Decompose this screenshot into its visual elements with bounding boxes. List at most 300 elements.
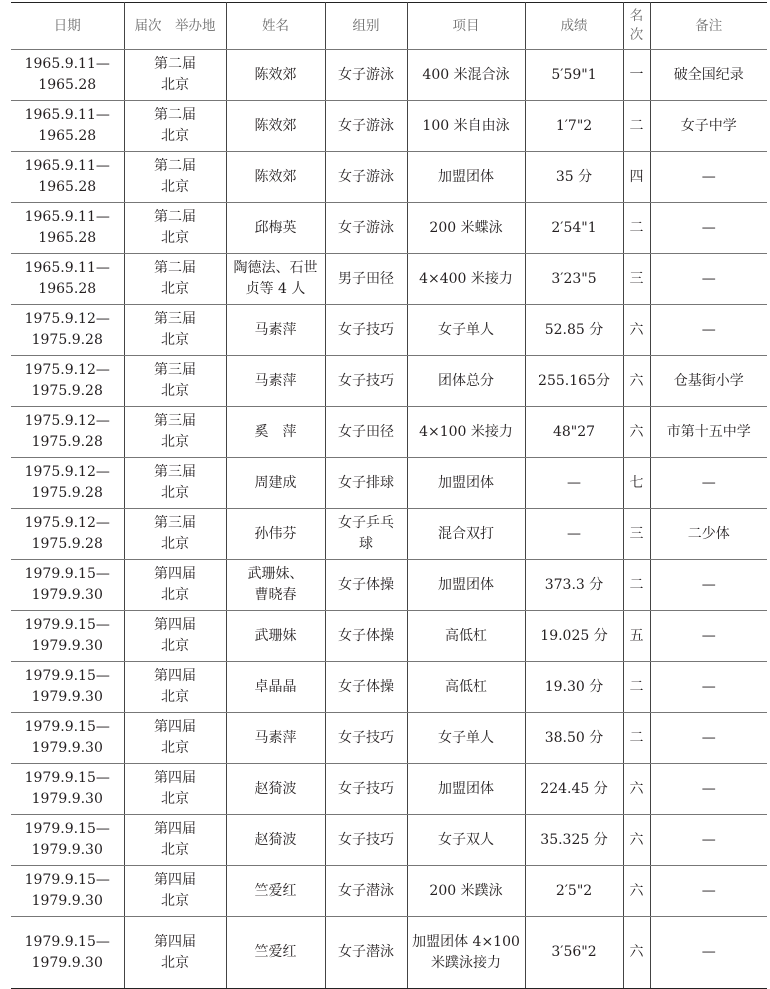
header-edition-venue: 届次 举办地 bbox=[124, 3, 226, 50]
event-cell bbox=[407, 254, 525, 305]
table-row bbox=[11, 203, 767, 254]
rank-cell bbox=[623, 254, 650, 305]
date-cell-line: 1979.9.15— bbox=[24, 668, 110, 684]
remark-cell bbox=[650, 305, 767, 356]
remark-cell-line: 破全国纪录 bbox=[673, 66, 744, 83]
name-cell bbox=[226, 101, 325, 152]
event-cell bbox=[407, 509, 525, 560]
date-cell-line: 1975.9.12— bbox=[24, 311, 110, 327]
edition-venue-cell-line: 第二届 bbox=[154, 107, 196, 123]
edition-venue-cell-line: 北京 bbox=[161, 954, 189, 971]
name-cell bbox=[226, 611, 325, 662]
name-cell bbox=[226, 152, 325, 203]
remark-cell bbox=[650, 356, 767, 407]
event-cell bbox=[407, 356, 525, 407]
name-cell bbox=[226, 356, 325, 407]
event-cell bbox=[407, 152, 525, 203]
remark-cell-line: — bbox=[701, 627, 716, 644]
date-cell bbox=[11, 407, 124, 458]
group-cell-line: 女子体操 bbox=[338, 627, 394, 644]
group-cell bbox=[325, 764, 407, 815]
header-group: 组别 bbox=[325, 3, 407, 50]
group-cell-line: 女子潜泳 bbox=[338, 944, 394, 960]
name-cell-line: 马素萍 bbox=[254, 372, 297, 389]
date-cell-line: 1975.9.12— bbox=[24, 413, 110, 429]
remark-cell bbox=[650, 866, 767, 917]
date-cell-line: 1979.9.30 bbox=[31, 689, 103, 705]
results-table bbox=[11, 2, 767, 989]
group-cell-line: 女子体操 bbox=[338, 576, 394, 593]
event-cell-line: 加盟团体 bbox=[438, 474, 494, 491]
edition-venue-cell-line: 北京 bbox=[161, 791, 189, 807]
edition-venue-cell-line: 第三届 bbox=[154, 515, 196, 531]
edition-venue-cell-line: 第三届 bbox=[154, 413, 196, 429]
edition-venue-cell bbox=[124, 662, 226, 713]
event-cell-line: 加盟团体 bbox=[438, 168, 494, 185]
name-cell bbox=[226, 203, 325, 254]
group-cell bbox=[325, 509, 407, 560]
rank-cell-line: 六 bbox=[629, 423, 644, 440]
event-cell bbox=[407, 866, 525, 917]
date-cell bbox=[11, 152, 124, 203]
remark-cell-line: — bbox=[701, 831, 716, 848]
rank-cell bbox=[623, 50, 650, 101]
score-cell bbox=[525, 866, 623, 917]
remark-cell bbox=[650, 203, 767, 254]
edition-venue-cell-line: 第四届 bbox=[154, 770, 196, 786]
name-cell bbox=[226, 662, 325, 713]
remark-cell bbox=[650, 815, 767, 866]
group-cell-line: 女子体操 bbox=[338, 678, 394, 695]
edition-venue-cell-line: 第二届 bbox=[154, 56, 196, 72]
remark-cell-line: — bbox=[701, 678, 716, 695]
rank-cell bbox=[623, 152, 650, 203]
remark-cell bbox=[650, 713, 767, 764]
edition-venue-cell bbox=[124, 407, 226, 458]
edition-venue-cell-line: 北京 bbox=[161, 230, 189, 246]
event-cell-line: 4×100 米接力 bbox=[419, 423, 513, 440]
score-cell-line: 35 分 bbox=[555, 168, 593, 185]
table-row bbox=[11, 917, 767, 989]
name-cell-line: 孙伟芬 bbox=[254, 525, 297, 542]
group-cell bbox=[325, 458, 407, 509]
group-cell bbox=[325, 662, 407, 713]
rank-cell bbox=[623, 713, 650, 764]
event-cell-line: 4×400 米接力 bbox=[419, 270, 513, 287]
date-cell-line: 1975.9.12— bbox=[24, 515, 110, 531]
name-cell-line: 贞等 4 人 bbox=[245, 281, 306, 297]
edition-venue-cell bbox=[124, 356, 226, 407]
name-cell-line: 周建成 bbox=[254, 474, 297, 491]
rank-cell-line: 六 bbox=[629, 780, 644, 797]
group-cell bbox=[325, 815, 407, 866]
rank-cell bbox=[623, 203, 650, 254]
event-cell-line: 高低杠 bbox=[445, 627, 487, 644]
event-cell bbox=[407, 458, 525, 509]
name-cell bbox=[226, 254, 325, 305]
rank-cell-line: 七 bbox=[629, 474, 644, 491]
edition-venue-cell-line: 第四届 bbox=[154, 872, 196, 888]
date-cell-line: 1975.9.28 bbox=[31, 434, 103, 450]
rank-cell bbox=[623, 356, 650, 407]
event-cell bbox=[407, 101, 525, 152]
date-cell-line: 1965.9.11— bbox=[24, 158, 110, 174]
edition-venue-cell-line: 第四届 bbox=[154, 566, 196, 582]
remark-cell-line: 市第十五中学 bbox=[666, 423, 751, 440]
edition-venue-cell-line: 北京 bbox=[161, 434, 189, 450]
event-cell-line: 400 米混合泳 bbox=[422, 66, 510, 83]
score-cell-line: 48"27 bbox=[552, 423, 596, 440]
rank-cell-line: 六 bbox=[629, 372, 644, 389]
score-cell bbox=[525, 152, 623, 203]
event-cell-line: 200 米蹼泳 bbox=[429, 882, 503, 899]
remark-cell-line: — bbox=[701, 882, 716, 899]
table-row bbox=[11, 101, 767, 152]
remark-cell bbox=[650, 458, 767, 509]
remark-cell-line: — bbox=[701, 474, 716, 491]
edition-venue-cell bbox=[124, 203, 226, 254]
score-cell bbox=[525, 203, 623, 254]
name-cell-line: 陈效郊 bbox=[254, 168, 297, 185]
name-cell bbox=[226, 917, 325, 989]
date-cell-line: 1979.9.15— bbox=[24, 821, 110, 837]
event-cell bbox=[407, 560, 525, 611]
edition-venue-cell-line: 北京 bbox=[161, 383, 189, 399]
group-cell-line: 男子田径 bbox=[338, 270, 394, 287]
edition-venue-cell bbox=[124, 458, 226, 509]
date-cell-line: 1979.9.30 bbox=[31, 842, 103, 858]
score-cell bbox=[525, 662, 623, 713]
remark-cell-line: — bbox=[701, 576, 716, 593]
name-cell bbox=[226, 866, 325, 917]
date-cell-line: 1975.9.28 bbox=[31, 536, 103, 552]
header-score: 成绩 bbox=[525, 3, 623, 50]
name-cell-line: 赵猗波 bbox=[254, 831, 297, 848]
edition-venue-cell-line: 北京 bbox=[161, 587, 189, 603]
date-cell-line: 1965.9.11— bbox=[24, 209, 110, 225]
rank-cell bbox=[623, 407, 650, 458]
score-cell-line: 224.45 分 bbox=[540, 780, 608, 797]
date-cell bbox=[11, 713, 124, 764]
header-remark: 备注 bbox=[650, 3, 767, 50]
date-cell-line: 1979.9.30 bbox=[31, 587, 103, 603]
rank-cell-line: 二 bbox=[629, 729, 644, 746]
rank-cell bbox=[623, 509, 650, 560]
date-cell bbox=[11, 815, 124, 866]
date-cell-line: 1979.9.30 bbox=[31, 954, 103, 971]
edition-venue-cell bbox=[124, 815, 226, 866]
date-cell-line: 1975.9.28 bbox=[31, 332, 103, 348]
name-cell bbox=[226, 560, 325, 611]
rank-cell-line: 三 bbox=[629, 525, 644, 542]
rank-cell-line: 二 bbox=[629, 117, 644, 134]
edition-venue-cell bbox=[124, 101, 226, 152]
date-cell-line: 1975.9.28 bbox=[31, 383, 103, 399]
event-cell bbox=[407, 407, 525, 458]
name-cell-line: 武珊妹、 bbox=[247, 566, 304, 582]
date-cell bbox=[11, 560, 124, 611]
score-cell-line: 3′23"5 bbox=[551, 270, 597, 287]
date-cell-line: 1979.9.15— bbox=[24, 566, 110, 582]
date-cell-line: 1979.9.30 bbox=[31, 893, 103, 909]
name-cell-line: 武珊妹 bbox=[254, 627, 297, 644]
score-cell-line: 2′54"1 bbox=[551, 219, 597, 236]
rank-cell bbox=[623, 662, 650, 713]
name-cell bbox=[226, 458, 325, 509]
edition-venue-cell bbox=[124, 50, 226, 101]
event-cell bbox=[407, 203, 525, 254]
group-cell bbox=[325, 917, 407, 989]
date-cell bbox=[11, 254, 124, 305]
rank-cell bbox=[623, 764, 650, 815]
remark-cell bbox=[650, 254, 767, 305]
edition-venue-cell bbox=[124, 764, 226, 815]
event-cell-line: 加盟团体 bbox=[438, 780, 494, 797]
name-cell-line: 马素萍 bbox=[254, 321, 297, 338]
score-cell bbox=[525, 305, 623, 356]
remark-cell bbox=[650, 917, 767, 989]
remark-cell-line: — bbox=[701, 321, 716, 338]
name-cell bbox=[226, 407, 325, 458]
group-cell bbox=[325, 407, 407, 458]
header-rank-line1: 名 bbox=[629, 8, 644, 24]
date-cell-line: 1979.9.30 bbox=[31, 638, 103, 654]
edition-venue-cell bbox=[124, 713, 226, 764]
remark-cell bbox=[650, 560, 767, 611]
date-cell-line: 1965.28 bbox=[38, 128, 97, 144]
remark-cell-line: — bbox=[701, 944, 716, 960]
event-cell-line: 米蹼泳接力 bbox=[431, 954, 501, 971]
score-cell-line: 373.3 分 bbox=[544, 576, 604, 593]
rank-cell-line: 六 bbox=[629, 831, 644, 848]
name-cell bbox=[226, 50, 325, 101]
group-cell bbox=[325, 560, 407, 611]
event-cell-line: 女子单人 bbox=[438, 729, 494, 746]
score-cell-line: 52.85 分 bbox=[544, 321, 604, 338]
date-cell-line: 1965.9.11— bbox=[24, 260, 110, 276]
score-cell-line: 2′5"2 bbox=[555, 882, 593, 899]
edition-venue-cell bbox=[124, 305, 226, 356]
group-cell bbox=[325, 611, 407, 662]
score-cell-line: 38.50 分 bbox=[544, 729, 604, 746]
event-cell bbox=[407, 305, 525, 356]
rank-cell-line: 二 bbox=[629, 219, 644, 236]
remark-cell-line: — bbox=[701, 729, 716, 746]
date-cell bbox=[11, 611, 124, 662]
group-cell bbox=[325, 203, 407, 254]
rank-cell bbox=[623, 101, 650, 152]
name-cell bbox=[226, 815, 325, 866]
date-cell-line: 1965.9.11— bbox=[24, 107, 110, 123]
group-cell-line: 女子游泳 bbox=[338, 219, 394, 236]
name-cell-line: 陈效郊 bbox=[254, 66, 297, 83]
remark-cell bbox=[650, 509, 767, 560]
event-cell bbox=[407, 611, 525, 662]
date-cell-line: 1965.28 bbox=[38, 179, 97, 195]
remark-cell-line: 仓基街小学 bbox=[673, 372, 744, 389]
name-cell bbox=[226, 764, 325, 815]
edition-venue-cell-line: 第二届 bbox=[154, 260, 196, 276]
event-cell bbox=[407, 50, 525, 101]
edition-venue-cell-line: 北京 bbox=[161, 638, 189, 654]
name-cell-line: 邱梅英 bbox=[254, 219, 297, 236]
remark-cell bbox=[650, 101, 767, 152]
group-cell-line: 女子排球 bbox=[338, 474, 394, 491]
group-cell-line: 女子技巧 bbox=[338, 831, 394, 848]
date-cell-line: 1979.9.15— bbox=[24, 933, 110, 950]
score-cell bbox=[525, 917, 623, 989]
date-cell bbox=[11, 203, 124, 254]
score-cell bbox=[525, 458, 623, 509]
rank-cell-line: 六 bbox=[629, 321, 644, 338]
group-cell-line: 女子技巧 bbox=[338, 321, 394, 338]
edition-venue-cell bbox=[124, 509, 226, 560]
date-cell-line: 1965.28 bbox=[38, 77, 97, 93]
edition-venue-cell-line: 第二届 bbox=[154, 209, 196, 225]
event-cell-line: 加盟团体 4×100 bbox=[412, 933, 520, 950]
rank-cell-line: 五 bbox=[629, 627, 644, 644]
group-cell-line: 女子潜泳 bbox=[338, 882, 394, 899]
edition-venue-cell bbox=[124, 917, 226, 989]
date-cell bbox=[11, 305, 124, 356]
edition-venue-cell-line: 北京 bbox=[161, 77, 189, 93]
header-rank-line2: 次 bbox=[629, 27, 644, 43]
rank-cell-line: 六 bbox=[629, 944, 644, 960]
date-cell-line: 1975.9.12— bbox=[24, 362, 110, 378]
edition-venue-cell bbox=[124, 152, 226, 203]
date-cell bbox=[11, 458, 124, 509]
group-cell-line: 女子乒乓 bbox=[338, 515, 394, 531]
date-cell bbox=[11, 662, 124, 713]
edition-venue-cell bbox=[124, 866, 226, 917]
group-cell bbox=[325, 305, 407, 356]
header-event: 项目 bbox=[407, 3, 525, 50]
rank-cell bbox=[623, 866, 650, 917]
rank-cell bbox=[623, 611, 650, 662]
group-cell-line: 女子技巧 bbox=[338, 780, 394, 797]
date-cell bbox=[11, 509, 124, 560]
table-row bbox=[11, 509, 767, 560]
date-cell-line: 1979.9.15— bbox=[24, 770, 110, 786]
table-row bbox=[11, 356, 767, 407]
table-row bbox=[11, 866, 767, 917]
remark-cell-line: — bbox=[701, 219, 716, 236]
table-row bbox=[11, 407, 767, 458]
date-cell-line: 1979.9.15— bbox=[24, 617, 110, 633]
name-cell-line: 马素萍 bbox=[254, 729, 297, 746]
name-cell-line: 竺爱红 bbox=[254, 882, 297, 899]
group-cell-line: 女子技巧 bbox=[338, 729, 394, 746]
remark-cell-line: — bbox=[701, 168, 716, 185]
edition-venue-cell-line: 第四届 bbox=[154, 821, 196, 837]
remark-cell bbox=[650, 50, 767, 101]
date-cell-line: 1979.9.15— bbox=[24, 719, 110, 735]
name-cell-line: 陈效郊 bbox=[254, 117, 297, 134]
header-date: 日期 bbox=[11, 3, 124, 50]
edition-venue-cell-line: 第四届 bbox=[154, 933, 196, 950]
date-cell-line: 1965.28 bbox=[38, 281, 97, 297]
rank-cell-line: 一 bbox=[629, 66, 644, 83]
edition-venue-cell bbox=[124, 254, 226, 305]
date-cell-line: 1975.9.28 bbox=[31, 485, 103, 501]
remark-cell bbox=[650, 611, 767, 662]
edition-venue-cell-line: 第四届 bbox=[154, 668, 196, 684]
name-cell-line: 竺爱红 bbox=[254, 944, 297, 960]
date-cell-line: 1979.9.15— bbox=[24, 872, 110, 888]
rank-cell-line: 二 bbox=[629, 678, 644, 695]
date-cell-line: 1965.9.11— bbox=[24, 56, 110, 72]
score-cell bbox=[525, 254, 623, 305]
table-row bbox=[11, 713, 767, 764]
event-cell bbox=[407, 815, 525, 866]
group-cell bbox=[325, 101, 407, 152]
name-cell-line: 奚 萍 bbox=[254, 423, 297, 440]
event-cell-line: 200 米蝶泳 bbox=[429, 219, 503, 236]
score-cell bbox=[525, 764, 623, 815]
edition-venue-cell-line: 北京 bbox=[161, 485, 189, 501]
name-cell bbox=[226, 509, 325, 560]
remark-cell bbox=[650, 764, 767, 815]
group-cell bbox=[325, 50, 407, 101]
date-cell-line: 1975.9.12— bbox=[24, 464, 110, 480]
table-row bbox=[11, 560, 767, 611]
header-rank bbox=[623, 3, 650, 50]
score-cell bbox=[525, 713, 623, 764]
rank-cell-line: 六 bbox=[629, 882, 644, 899]
score-cell-line: 35.325 分 bbox=[540, 831, 608, 848]
remark-cell bbox=[650, 662, 767, 713]
event-cell-line: 高低杠 bbox=[445, 678, 487, 695]
score-cell-line: 5′59"1 bbox=[551, 66, 597, 83]
edition-venue-cell-line: 第四届 bbox=[154, 719, 196, 735]
remark-cell bbox=[650, 152, 767, 203]
date-cell-line: 1965.28 bbox=[38, 230, 97, 246]
rank-cell bbox=[623, 560, 650, 611]
rank-cell bbox=[623, 917, 650, 989]
edition-venue-cell-line: 北京 bbox=[161, 332, 189, 348]
name-cell-line: 卓晶晶 bbox=[254, 678, 297, 695]
event-cell-line: 加盟团体 bbox=[438, 576, 494, 593]
score-cell-line: 19.30 分 bbox=[544, 678, 604, 695]
edition-venue-cell-line: 第三届 bbox=[154, 362, 196, 378]
group-cell bbox=[325, 254, 407, 305]
edition-venue-cell-line: 北京 bbox=[161, 128, 189, 144]
score-cell bbox=[525, 50, 623, 101]
table-row bbox=[11, 662, 767, 713]
event-cell bbox=[407, 713, 525, 764]
event-cell-line: 女子双人 bbox=[438, 831, 494, 848]
edition-venue-cell-line: 北京 bbox=[161, 281, 189, 297]
score-cell bbox=[525, 407, 623, 458]
score-cell-line: 255.165分 bbox=[538, 372, 610, 389]
table-row bbox=[11, 764, 767, 815]
edition-venue-cell-line: 第三届 bbox=[154, 311, 196, 327]
edition-venue-cell bbox=[124, 611, 226, 662]
table-row bbox=[11, 50, 767, 101]
event-cell-line: 混合双打 bbox=[438, 525, 494, 542]
table-row bbox=[11, 152, 767, 203]
event-cell bbox=[407, 917, 525, 989]
rank-cell-line: 四 bbox=[629, 168, 644, 185]
date-cell bbox=[11, 917, 124, 989]
group-cell bbox=[325, 152, 407, 203]
group-cell-line: 女子游泳 bbox=[338, 66, 394, 83]
remark-cell-line: 女子中学 bbox=[680, 117, 737, 134]
name-cell-line: 陶德法、石世 bbox=[233, 260, 318, 276]
edition-venue-cell-line: 北京 bbox=[161, 893, 189, 909]
score-cell-line: 1′7"2 bbox=[555, 117, 593, 134]
group-cell-line: 女子技巧 bbox=[338, 372, 394, 389]
